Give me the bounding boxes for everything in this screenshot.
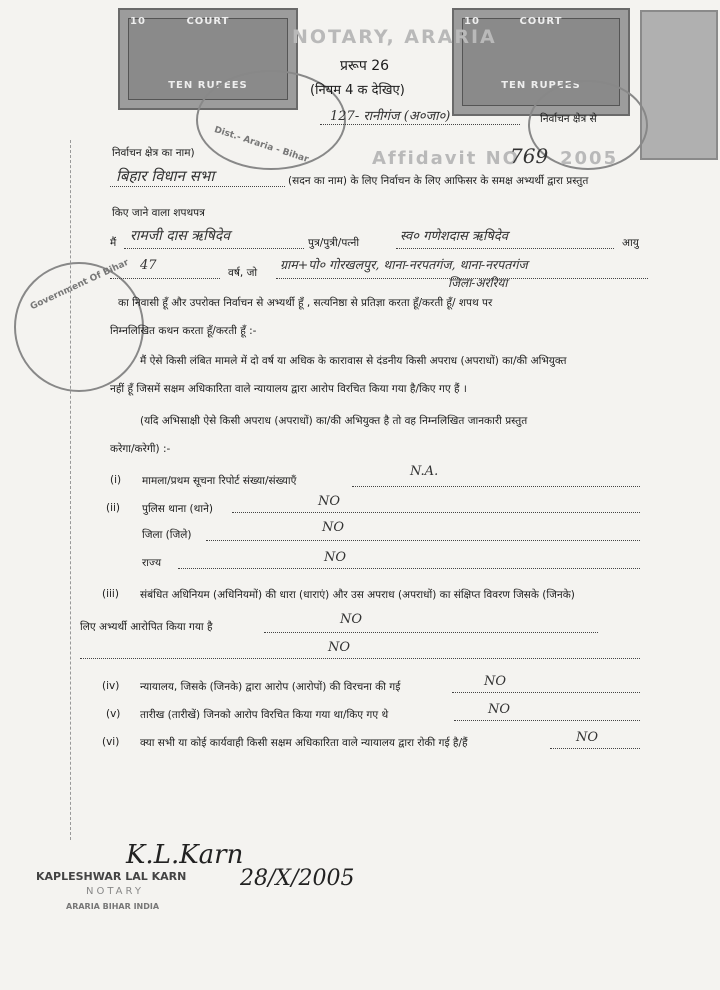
statement-line: निम्नलिखित कथन करता हूँ/करती हूँ :- xyxy=(110,325,257,337)
item-iv-label: न्यायालय, जिसके (जिनके) द्वारा आरोप (आरोपों) की विरचना की गई xyxy=(140,681,401,693)
item-vi-num: (vi) xyxy=(102,736,120,748)
constituency-label: निर्वाचन क्षेत्र से xyxy=(540,113,597,125)
district-value: जिला-अररिया xyxy=(448,276,508,290)
stamp-denomination-left: 10 xyxy=(130,16,146,27)
form-title: प्ररूप 26 xyxy=(340,58,390,74)
stamp-denomination-right: 10 xyxy=(464,16,480,27)
item-ii-label: पुलिस थाना (थाने) xyxy=(142,503,214,515)
notary-title: NOTARY xyxy=(86,886,144,897)
age-label: आयु xyxy=(622,237,639,249)
item-i-num: (i) xyxy=(110,474,122,486)
prefix-main: मैं xyxy=(110,237,117,249)
affidavit-no-value: 769 xyxy=(510,144,549,168)
deponent-name: रामजी दास ऋषिदेव xyxy=(130,228,231,244)
notary-seal-text: NOTARY, ARARIA xyxy=(292,26,497,48)
item-iii-value-2: NO xyxy=(328,640,351,655)
stamp-label-right: COURT xyxy=(519,16,563,27)
district-label: जिला (जिले) xyxy=(142,529,192,541)
stamp-label-left: COURT xyxy=(186,16,230,27)
gov-bihar-seal-text: Government Of Bihar xyxy=(28,257,131,313)
state-label: राज्य xyxy=(142,557,162,569)
item-i-label: मामला/प्रथम सूचना रिपोर्ट संख्या/संख्याएँ xyxy=(142,475,297,487)
item-iv-value: NO xyxy=(484,674,507,689)
relation-label: पुत्र/पुत्री/पत्नी xyxy=(308,237,360,249)
stamp-value-right: TEN RUPEES xyxy=(501,80,581,91)
years-label: वर्ष, जो xyxy=(228,267,258,279)
left-margin-dashes xyxy=(70,140,71,840)
item-iii-value: NO xyxy=(340,612,363,627)
item-v-num: (v) xyxy=(106,708,121,720)
para-2b: करेगा/करेगी) :- xyxy=(110,443,171,455)
resident-text: का निवासी हूँ और उपरोक्त निर्वाचन से अभ्यर्थी हूँ , सत्यनिष्ठा से प्रतिज्ञा करता हूँ/करती हूँ/ शपथ पर xyxy=(118,297,493,309)
rule-reference: (नियम 4 क देखिए) xyxy=(310,83,405,98)
father-name: स्व० गणेशदास ऋषिदेव xyxy=(400,229,509,244)
stamp-value-left: TEN RUPEES xyxy=(168,80,248,91)
notary-name: KAPLESHWAR LAL KARN xyxy=(36,870,187,883)
constituency-name-label: निर्वाचन क्षेत्र का नाम) xyxy=(112,147,195,159)
age-value: 47 xyxy=(140,258,157,273)
notary-signature: K.L.Karn xyxy=(126,840,244,870)
address-value: ग्राम+पो० गोरखलपुर, थाना-नरपतगंज, थाना-नरपतगंज xyxy=(280,257,528,272)
item-ii-value: NO xyxy=(318,494,341,509)
item-v-value: NO xyxy=(488,702,511,717)
house-name-value: बिहार विधान सभा xyxy=(116,167,215,185)
item-v-label: तारीख (तारीखें) जिनको आरोप विरचित किया गया था/किए गए थे xyxy=(140,709,389,721)
intro-line-2: (सदन का नाम) के लिए निर्वाचन के लिए आफिसर के समक्ष अभ्यर्थी द्वारा प्रस्तुत xyxy=(288,175,589,187)
item-iii-num: (iii) xyxy=(102,588,119,600)
item-vi-label: क्या सभी या कोई कार्यवाही किसी सक्षम अधिकारिता वाले न्यायालय द्वारा रोकी गई है/हैं xyxy=(140,737,468,749)
constituency-value: 127- रानीगंज (अ०जा०) xyxy=(330,109,451,124)
para-2a: (यदि अभिसाक्षी ऐसे किसी अपराध (अपराधों) का/की अभियुक्त है तो वह निम्नलिखित जानकारी प्रस्तुत xyxy=(140,415,528,427)
affidavit-year: 2005 xyxy=(560,148,619,169)
item-iii-label-2: लिए अभ्यर्थी आरोपित किया गया है xyxy=(80,621,213,633)
affidavit-no-label: Affidavit NO xyxy=(372,148,520,169)
dist-araria-seal-text: Dist.- Araria - Bihar xyxy=(212,125,310,165)
stamp-edge-right xyxy=(640,10,718,160)
signature-date: 28/X/2005 xyxy=(240,866,355,891)
item-iii-label: संबंधित अधिनियम (अधिनियमों) की धारा (धाराएं) और उस अपराध (अपराधों) का संक्षिप्त विवरण जिसके (जिनके) xyxy=(140,589,575,601)
intro-line-3: किए जाने वाला शपथपत्र xyxy=(112,207,205,219)
para-1b: नहीं हूँ जिसमें सक्षम अधिकारिता वाले न्यायालय द्वारा आरोप विरचित किया गया है/किए गए हैं । xyxy=(110,383,467,395)
item-iv-num: (iv) xyxy=(102,680,120,692)
para-1a: मैं ऐसे किसी लंबित मामले में दो वर्ष या अधिक के कारावास से दंडनीय किसी अपराध (अपराधों) का/की अभियुक्त xyxy=(140,355,567,367)
notary-place: ARARIA BIHAR INDIA xyxy=(66,902,160,911)
state-value: NO xyxy=(324,550,347,565)
item-ii-num: (ii) xyxy=(106,502,121,514)
item-vi-value: NO xyxy=(576,730,599,745)
district-value-no: NO xyxy=(322,520,345,535)
item-i-value: N.A. xyxy=(410,464,439,479)
